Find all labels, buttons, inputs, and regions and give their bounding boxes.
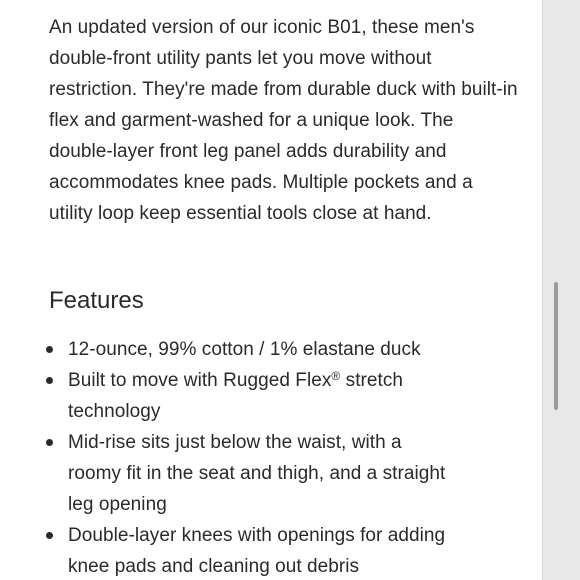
scrollbar-thumb[interactable] bbox=[554, 282, 558, 410]
feature-text-continued: stretch technology bbox=[68, 370, 404, 422]
bullet-icon bbox=[46, 439, 53, 446]
bullet-icon bbox=[46, 532, 53, 539]
feature-item-fit bbox=[0, 427, 458, 520]
feature-text: Mid-rise sits just below the waist, with a roomy fit in the seat and thigh, and a straight leg opening bbox=[68, 432, 446, 515]
feature-item-fabric bbox=[0, 334, 458, 365]
feature-text: 12-ounce, 99% cotton / 1% elastane duck bbox=[68, 339, 421, 360]
scrollbar-track[interactable] bbox=[542, 0, 580, 580]
product-description: An updated version of our iconic B01, these men's double-front utility pants let you move without restriction. They're made from durable duck with built-in flex and garment-washed for a unique look. The double-layer front leg panel adds durability and accommodates knee pads. Multiple pockets and a utility loop keep essential tools close at hand. bbox=[49, 17, 518, 224]
feature-item-flex bbox=[0, 365, 458, 427]
features-list bbox=[0, 334, 542, 580]
feature-text: Double-layer knees with openings for adding knee pads and cleaning out debris bbox=[68, 525, 446, 577]
bullet-icon bbox=[46, 346, 53, 353]
feature-item-knees bbox=[0, 520, 458, 580]
bullet-icon bbox=[46, 377, 53, 384]
features-heading: Features bbox=[49, 287, 144, 314]
registered-mark: ® bbox=[331, 369, 341, 383]
feature-text: Built to move with Rugged Flex bbox=[68, 370, 332, 391]
